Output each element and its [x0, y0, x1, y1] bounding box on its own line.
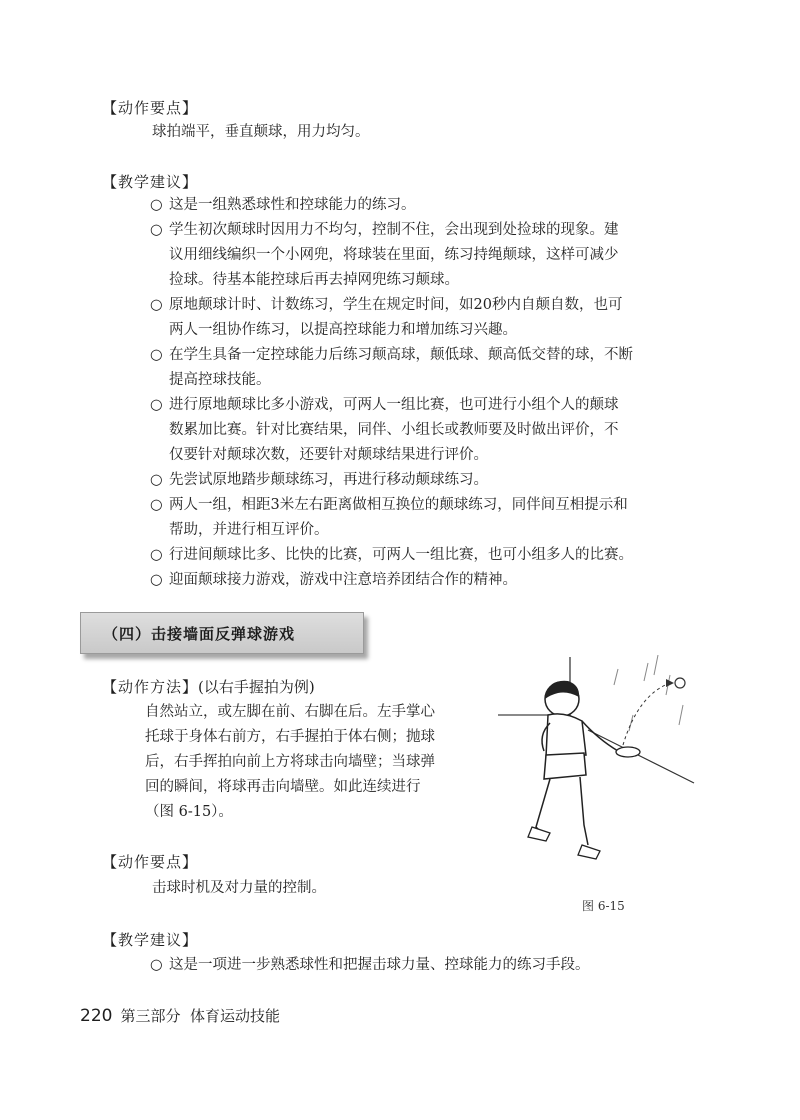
teaching-advice-line: 帮助，并进行相互评价。 — [169, 522, 329, 538]
section-title-bar — [80, 612, 364, 654]
teaching-advice-item — [150, 568, 695, 593]
teaching-advice-item — [150, 393, 695, 468]
key-points-text: 球拍端平，垂直颠球，用力均匀。 — [152, 124, 370, 140]
teaching-advice-item — [150, 343, 695, 393]
key-points-heading: 【动作要点】 — [102, 99, 199, 117]
teaching-advice-item — [150, 218, 695, 293]
bullet-circle-icon: ○ — [150, 497, 163, 513]
teaching-advice-item — [150, 953, 695, 978]
teaching-advice-line: 议用细线编织一个小网兜，将球装在里面，练习持绳颠球，这样可减少 — [169, 247, 619, 263]
teaching-advice-line: 原地颠球计时、计数练习，学生在规定时间，如20秒内自颠自数，也可 — [169, 297, 623, 313]
teaching-advice-item — [150, 543, 695, 568]
bullet-circle-icon: ○ — [150, 347, 163, 363]
action-method-heading — [102, 676, 315, 697]
teaching-advice-list — [150, 193, 695, 593]
bullet-circle-icon: ○ — [150, 297, 163, 313]
teaching-advice-item — [150, 193, 695, 218]
teaching-advice-line: 学生初次颠球时因用力不均匀，控制不住，会出现到处捡球的现象。建 — [169, 222, 619, 238]
teaching-advice-heading-2: 【教学建议】 — [102, 931, 199, 949]
teaching-advice-line: 这是一项进一步熟悉球性和把握击球力量、控球能力的练习手段。 — [169, 957, 590, 973]
teaching-advice-line: 行进间颠球比多、比快的比赛，可两人一组比赛，也可小组多人的比赛。 — [169, 547, 633, 563]
action-method-label: 【动作方法】 — [102, 678, 199, 696]
teaching-advice-line: 数累加比赛。针对比赛结果，同伴、小组长或教师要及时做出评价，不 — [169, 422, 619, 438]
teaching-advice-line: 在学生具备一定控球能力后练习颠高球，颠低球、颠高低交替的球，不断 — [169, 347, 633, 363]
bullet-circle-icon: ○ — [150, 957, 163, 973]
footer-title: 体育运动技能 — [190, 1007, 281, 1025]
section-title: （四）击接墙面反弹球游戏 — [103, 625, 296, 643]
teaching-advice-line: 迎面颠球接力游戏，游戏中注意培养团结合作的精神。 — [169, 572, 517, 588]
child-hitting-ball-against-wall-illustration — [498, 655, 698, 870]
bullet-circle-icon: ○ — [150, 572, 163, 588]
action-method-note: (以右手握拍为例) — [198, 678, 315, 696]
teaching-advice-line: 捡球。待基本能控球后再去掉网兜练习颠球。 — [169, 272, 459, 288]
key-points-heading-2: 【动作要点】 — [102, 853, 199, 871]
bullet-circle-icon: ○ — [150, 397, 163, 413]
teaching-advice-line: 仅要针对颠球次数，还要针对颠球结果进行评价。 — [169, 447, 488, 463]
teaching-advice-list-2 — [150, 953, 695, 978]
teaching-advice-line: 两人一组，相距3米左右距离做相互换位的颠球练习，同伴间互相提示和 — [169, 497, 628, 513]
bullet-circle-icon: ○ — [150, 547, 163, 563]
teaching-advice-heading: 【教学建议】 — [102, 173, 199, 191]
bullet-circle-icon: ○ — [150, 472, 163, 488]
bullet-circle-icon: ○ — [150, 222, 163, 238]
method-line: 托球于身体右前方，右手握拍于体右侧；抛球 — [145, 729, 435, 745]
teaching-advice-line: 提高控球技能。 — [169, 372, 271, 388]
bullet-circle-icon: ○ — [150, 197, 163, 213]
teaching-advice-item — [150, 293, 695, 343]
teaching-advice-line: 先尝试原地踏步颠球练习，再进行移动颠球练习。 — [169, 472, 488, 488]
method-line: 后，右手挥拍向前上方将球击向墙壁；当球弹 — [145, 754, 435, 770]
footer-part: 第三部分 — [120, 1007, 181, 1025]
teaching-advice-line: 进行原地颠球比多小游戏，可两人一组比赛，也可进行小组个人的颠球 — [169, 397, 619, 413]
figure-caption: 图 6-15 — [582, 899, 625, 913]
method-line: 回的瞬间，将球再击向墙壁。如此连续进行 — [145, 779, 421, 795]
action-method-text — [145, 700, 490, 825]
teaching-advice-line: 两人一组协作练习，以提高控球能力和增加练习兴趣。 — [169, 322, 517, 338]
key-points-text-2: 击球时机及对力量的控制。 — [152, 880, 326, 896]
method-line: （图 6-15）。 — [145, 804, 233, 820]
teaching-advice-line: 这是一组熟悉球性和控球能力的练习。 — [169, 197, 416, 213]
teaching-advice-item — [150, 468, 695, 493]
page-footer — [80, 1005, 280, 1026]
method-line: 自然站立，或左脚在前、右脚在后。左手掌心 — [145, 704, 435, 720]
page-number: 220 — [80, 1006, 113, 1026]
teaching-advice-item — [150, 493, 695, 543]
